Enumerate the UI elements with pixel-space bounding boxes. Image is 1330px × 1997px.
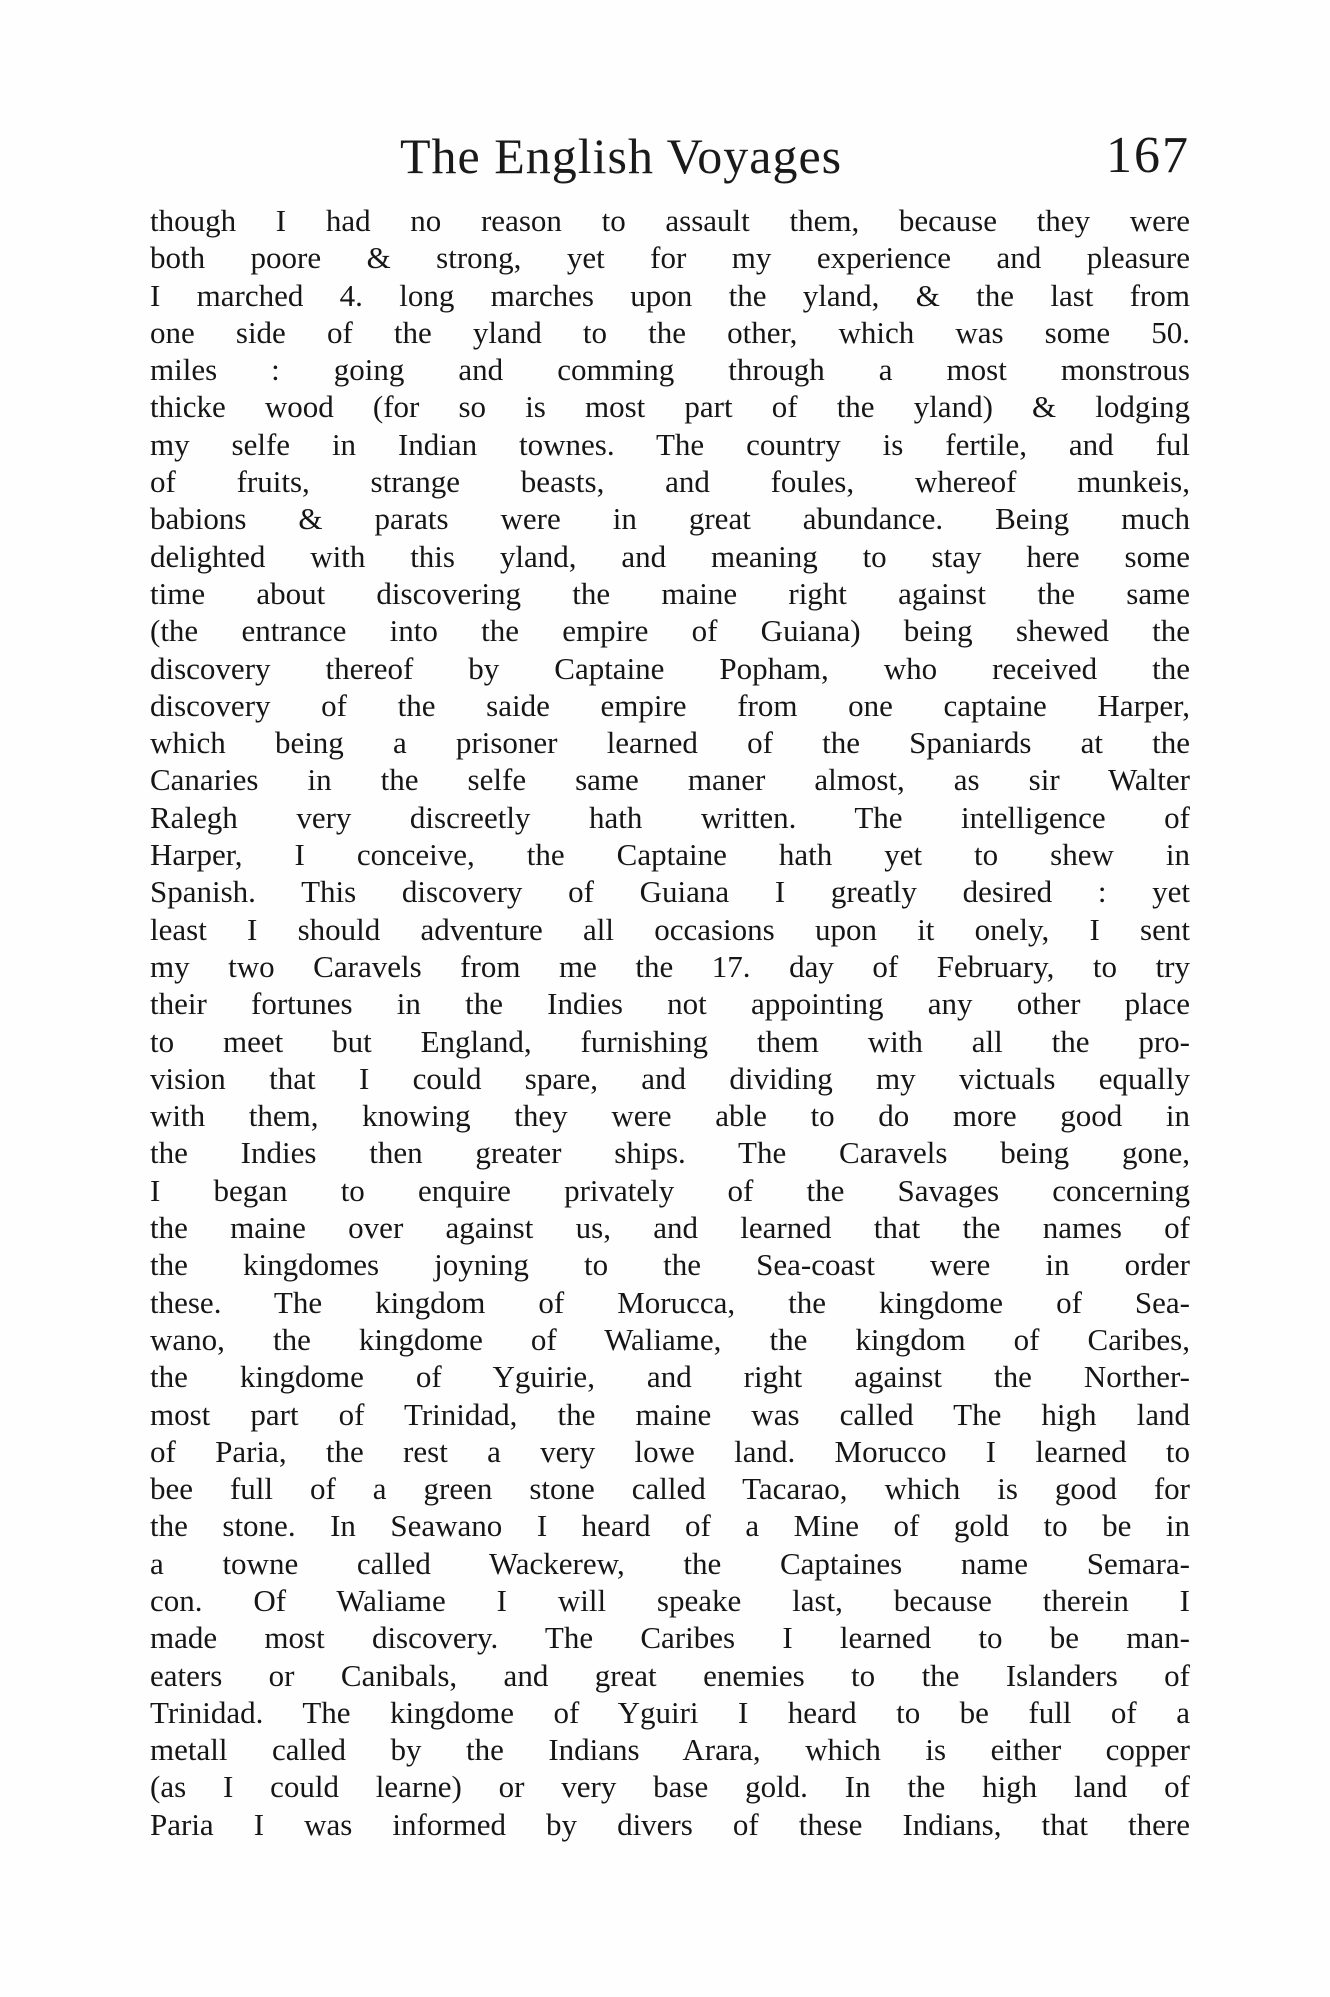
text-line: time about discovering the maine right against the same xyxy=(150,575,1190,611)
text-line: bee full of a green stone called Tacarao, which is good for xyxy=(150,1471,1190,1507)
text-line: I began to enquire privately of the Savages concerning xyxy=(150,1172,1190,1208)
text-line: (as I could learne) or very base gold. In the high land of xyxy=(150,1769,1190,1805)
text-line: eaters or Canibals, and great enemies to the Islanders of xyxy=(150,1657,1190,1693)
text-line: the Indies then greater ships. The Caravels being gone, xyxy=(150,1135,1190,1171)
text-line: delighted with this yland, and meaning to stay here some xyxy=(150,538,1190,574)
text-line: discovery of the saide empire from one captaine Harper, xyxy=(150,687,1190,723)
text-line: my two Caravels from me the 17. day of February, to try xyxy=(150,948,1190,984)
text-line: with them, knowing they were able to do more good in xyxy=(150,1098,1190,1134)
text-line: Harper, I conceive, the Captaine hath yet to shew in xyxy=(150,837,1190,873)
text-line: the kingdome of Yguirie, and right against the Norther- xyxy=(150,1359,1190,1395)
text-line: the maine over against us, and learned that the names of xyxy=(150,1210,1190,1246)
text-line: vision that I could spare, and dividing my victuals equally xyxy=(150,1060,1190,1096)
text-line: made most discovery. The Caribes I learned to be man- xyxy=(150,1620,1190,1656)
text-line: wano, the kingdome of Waliame, the kingdom of Caribes, xyxy=(150,1321,1190,1357)
text-line: Paria I was informed by divers of these Indians, that there xyxy=(150,1806,1190,1842)
text-line: discovery thereof by Captaine Popham, who received the xyxy=(150,650,1190,686)
text-line: a towne called Wackerew, the Captaines name Semara- xyxy=(150,1545,1190,1581)
page-header xyxy=(150,122,1190,192)
text-line: of Paria, the rest a very lowe land. Morucco I learned to xyxy=(150,1433,1190,1469)
text-line: least I should adventure all occasions upon it onely, I sent xyxy=(150,911,1190,947)
text-line: most part of Trinidad, the maine was called The high land xyxy=(150,1396,1190,1432)
text-line: of fruits, strange beasts, and foules, whereof munkeis, xyxy=(150,464,1190,500)
text-line: one side of the yland to the other, which was some 50. xyxy=(150,314,1190,350)
text-line: con. Of Waliame I will speake last, because therein I xyxy=(150,1582,1190,1618)
text-line: Canaries in the selfe same maner almost, as sir Walter xyxy=(150,762,1190,798)
text-line: Ralegh very discreetly hath written. The intelligence of xyxy=(150,799,1190,835)
body-text xyxy=(150,202,1190,1862)
page-number: 167 xyxy=(1106,127,1190,184)
text-line: the stone. In Seawano I heard of a Mine of gold to be in xyxy=(150,1508,1190,1544)
text-line: I marched 4. long marches upon the yland, & the last from xyxy=(150,277,1190,313)
text-line: miles : going and comming through a most monstrous xyxy=(150,352,1190,388)
text-line: both poore & strong, yet for my experience and pleasure xyxy=(150,240,1190,276)
text-line: the kingdomes joyning to the Sea-coast were in order xyxy=(150,1247,1190,1283)
text-line: babions & parats were in great abundance. Being much xyxy=(150,501,1190,537)
text-line: thicke wood (for so is most part of the yland) & lodging xyxy=(150,389,1190,425)
text-line: their fortunes in the Indies not appointing any other place xyxy=(150,986,1190,1022)
text-line: these. The kingdom of Morucca, the kingdome of Sea- xyxy=(150,1284,1190,1320)
text-line: though I had no reason to assault them, because they were xyxy=(150,203,1190,238)
text-line: Trinidad. The kingdome of Yguiri I heard to be full of a xyxy=(150,1694,1190,1730)
text-line: my selfe in Indian townes. The country is fertile, and ful xyxy=(150,426,1190,462)
text-line: (the entrance into the empire of Guiana) being shewed the xyxy=(150,613,1190,649)
text-line: to meet but England, furnishing them with all the pro- xyxy=(150,1023,1190,1059)
running-title: The English Voyages xyxy=(400,128,843,184)
text-line: which being a prisoner learned of the Spaniards at the xyxy=(150,725,1190,761)
text-line: metall called by the Indians Arara, which is either copper xyxy=(150,1732,1190,1768)
text-line: Spanish. This discovery of Guiana I greatly desired : yet xyxy=(150,874,1190,910)
